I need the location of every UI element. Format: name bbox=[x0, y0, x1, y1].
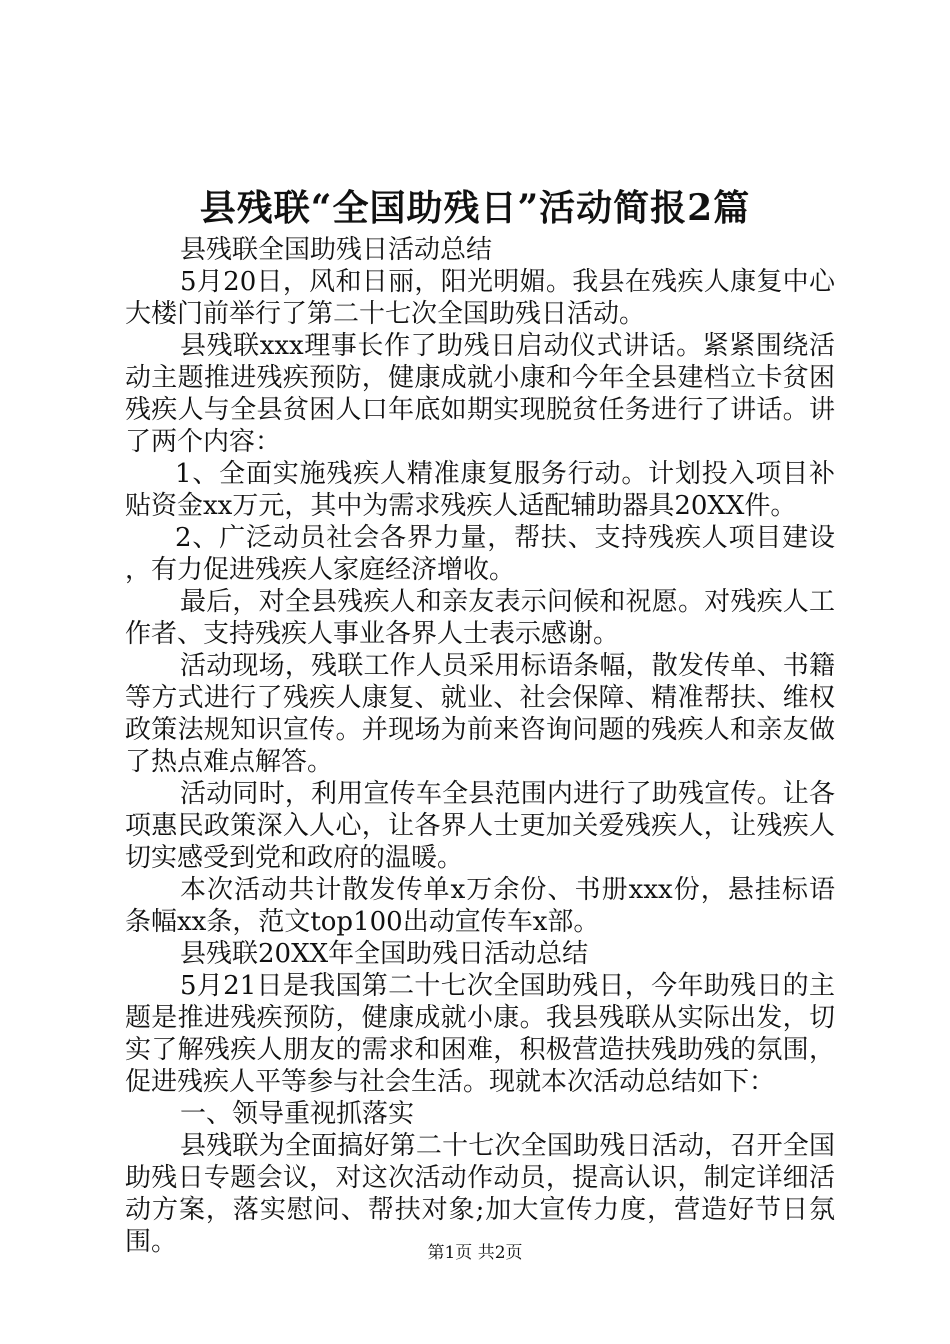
paragraph: 5月21日是我国第二十七次全国助残日，今年助残日的主题是推进残疾预防，健康成就小康。我县残联从实际出发，切实了解残疾人朋友的需求和困难，积极营造扶残助残的氛围，促进残疾人平等参与社会生活。现就本次活动总结如下： bbox=[125, 971, 835, 1097]
paragraph: 最后，对全县残疾人和亲友表示问候和祝愿。对残疾人工作者、支持残疾人事业各界人士表示感谢。 bbox=[125, 587, 835, 649]
list-item: 2、广泛动员社会各界力量，帮扶、支持残疾人项目建设，有力促进残疾人家庭经济增收。 bbox=[125, 523, 835, 585]
document-title: 县残联“全国助残日”活动简报2篇 bbox=[199, 187, 751, 229]
paragraph: 5月20日，风和日丽，阳光明媚。我县在残疾人康复中心大楼门前举行了第二十七次全国助残日活动。 bbox=[125, 267, 835, 329]
list-item: 1、全面实施残疾人精准康复服务行动。计划投入项目补贴资金xx万元，其中为需求残疾人适配辅助器具20XX件。 bbox=[125, 459, 835, 521]
paragraph: 县残联为全面搞好第二十七次全国助残日活动，召开全国助残日专题会议，对这次活动作动员，提高认识，制定详细活动方案，落实慰问、帮扶对象;加大宣传力度，营造好节日氛围。 bbox=[125, 1131, 835, 1257]
paragraph: 活动现场，残联工作人员采用标语条幅，散发传单、书籍等方式进行了残疾人康复、就业、社会保障、精准帮扶、维权政策法规知识宣传。并现场为前来咨询问题的残疾人和亲友做了热点难点解答。 bbox=[125, 651, 835, 777]
paragraph: 活动同时，利用宣传车全县范围内进行了助残宣传。让各项惠民政策深入人心，让各界人士更加关爱残疾人，让残疾人切实感受到党和政府的温暖。 bbox=[125, 779, 835, 873]
paragraph: 本次活动共计散发传单x万余份、书册xxx份，悬挂标语条幅xx条，范文top100出动宣传车x部。 bbox=[125, 875, 835, 937]
section-heading: 县残联20XX年全国助残日活动总结 bbox=[180, 939, 589, 969]
page-indicator: 第1页 共2页 bbox=[427, 1243, 523, 1263]
section-heading: 县残联全国助残日活动总结 bbox=[180, 235, 493, 265]
subsection-heading: 一、领导重视抓落实 bbox=[180, 1099, 415, 1129]
document-body bbox=[125, 234, 835, 1258]
paragraph: 县残联xxx理事长作了助残日启动仪式讲话。紧紧围绕活动主题推进残疾预防，健康成就小康和今年全县建档立卡贫困残疾人与全县贫困人口年底如期实现脱贫任务进行了讲话。讲了两个内容： bbox=[125, 331, 835, 457]
